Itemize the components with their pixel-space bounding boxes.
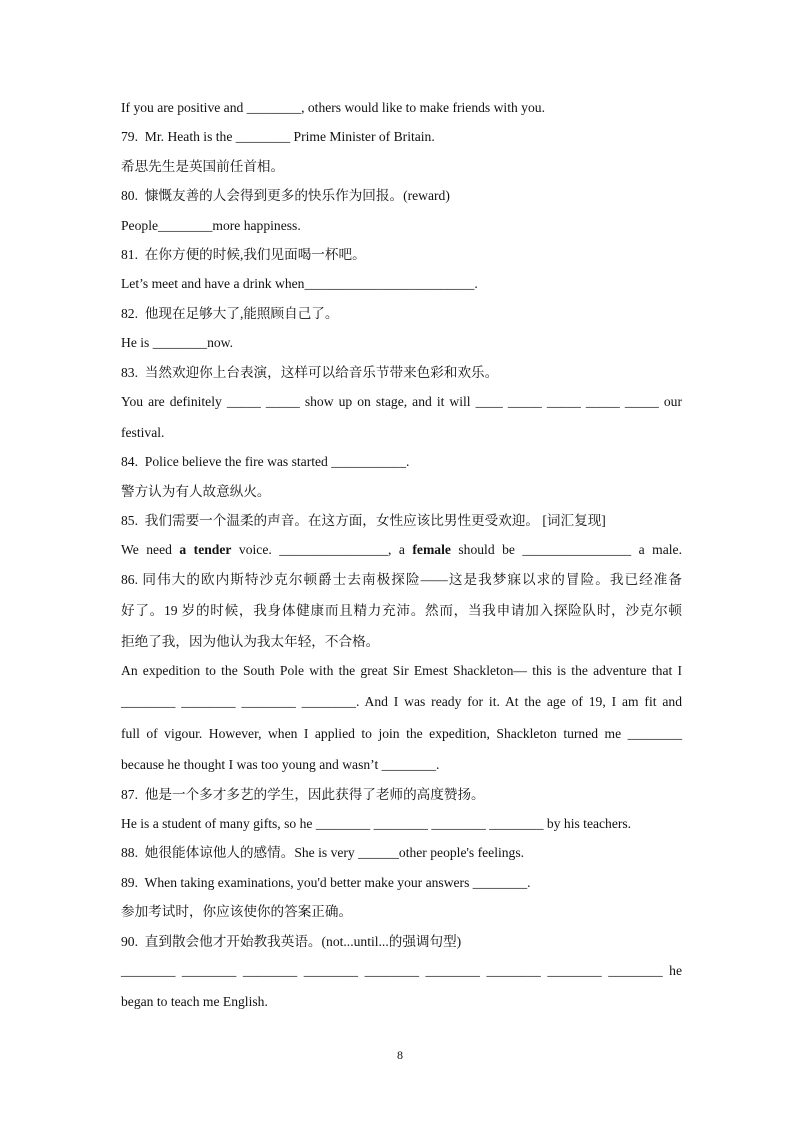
question-83: 83. 当然欢迎你上台表演，这样可以给音乐节带来色彩和欢乐。: [121, 365, 499, 380]
text-line: 警方认为有人故意纵火。: [121, 484, 271, 499]
text-line: Let’s meet and have a drink when_________________________.: [121, 276, 478, 291]
question-84: 84. Police believe the fire was started ___________.: [121, 454, 410, 469]
question-85-english: We need a tender voice. ________________, a female should be ________________ a male.: [121, 542, 682, 557]
question-86: 86. 同伟大的欧内斯特沙克尔顿爵士去南极探险——这是我梦寐以求的冒险。我已经准备: [121, 572, 682, 587]
question-87: 87. 他是一个多才多艺的学生，因此获得了老师的高度赞扬。: [121, 787, 485, 802]
page-number: 8: [397, 1048, 403, 1062]
text-line: 参加考试时，你应该使你的答案正确。: [121, 904, 353, 919]
text-line: because he thought I was too young and wasn’t ________.: [121, 757, 440, 772]
question-90: 90. 直到散会他才开始教我英语。(not...until...的强调句型): [121, 934, 462, 949]
question-81: 81. 在你方便的时候,我们见面喝一杯吧。: [121, 247, 366, 262]
text-line: An expedition to the South Pole with the great Sir Emest Shackleton— this is the adventure that I: [121, 663, 682, 678]
text-line: You are definitely _____ _____ show up on stage, and it will ____ _____ _____ _____ _____ our: [121, 394, 682, 409]
text-line: 拒绝了我，因为他认为我太年轻，不合格。: [121, 634, 380, 649]
text-line: ________ ________ ________ ________. And I was ready for it. At the age of 19, I am fit and: [121, 694, 682, 709]
question-82: 82. 他现在足够大了,能照顾自己了。: [121, 306, 339, 321]
text-line: 希思先生是英国前任首相。: [121, 159, 285, 174]
question-85: 85. 我们需要一个温柔的声音。在这方面，女性应该比男性更受欢迎。 [词汇复现]: [121, 513, 606, 528]
text-line: began to teach me English.: [121, 994, 268, 1009]
text-line: He is ________now.: [121, 335, 234, 350]
text-line: He is a student of many gifts, so he ________ ________ ________ ________ by his teachers.: [121, 816, 632, 831]
text-line: 好了。19 岁的时候，我身体健康而且精力充沛。然而，当我申请加入探险队时，沙克尔顿: [121, 603, 682, 618]
question-89: 89. When taking examinations, you'd better make your answers ________.: [121, 875, 531, 890]
text-line: festival.: [121, 425, 165, 440]
question-80: 80. 慷慨友善的人会得到更多的快乐作为回报。(reward): [121, 188, 450, 203]
question-79: 79. Mr. Heath is the ________ Prime Minister of Britain.: [121, 129, 435, 144]
text-line: ________ ________ ________ ________ ________ ________ ________ ________ ________ he: [121, 963, 682, 978]
text-line: If you are positive and ________, others would like to make friends with you.: [121, 100, 545, 115]
question-88: 88. 她很能体谅他人的感情。She is very ______other people's feelings.: [121, 845, 525, 860]
text-line: People________more happiness.: [121, 218, 301, 233]
text-line: full of vigour. However, when I applied to join the expedition, Shackleton turned me ________: [121, 726, 682, 741]
